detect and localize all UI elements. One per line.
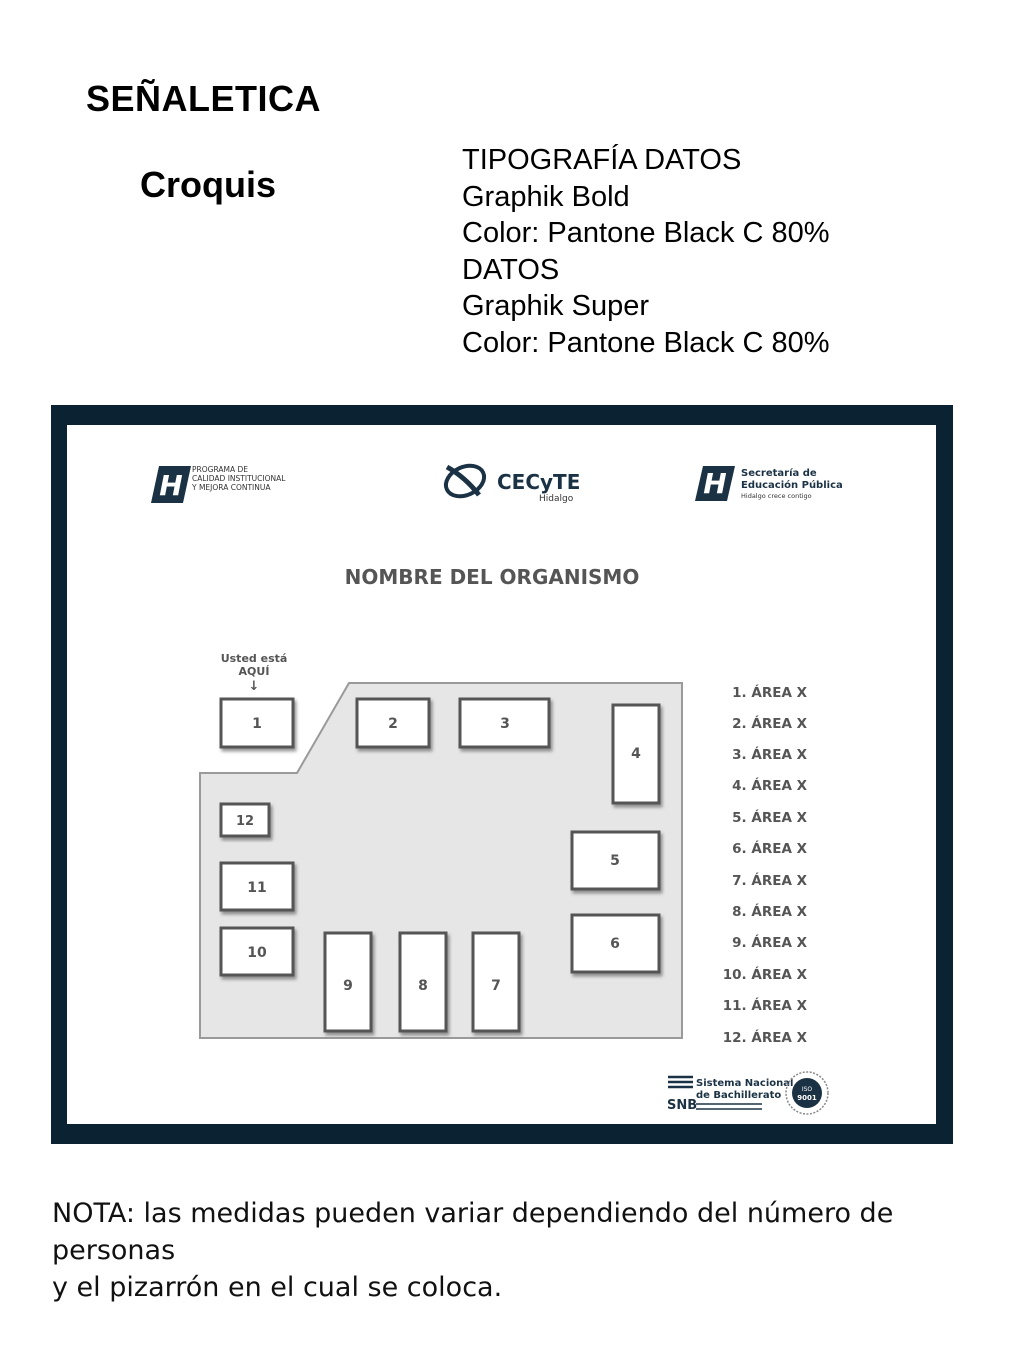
area-list bbox=[723, 684, 808, 1046]
room-9 bbox=[325, 933, 371, 1031]
snb-line: de Bachillerato bbox=[696, 1090, 782, 1101]
typography-line: Graphik Super bbox=[462, 290, 649, 323]
h-sep-letter: H bbox=[703, 467, 727, 500]
room-number: 7 bbox=[491, 978, 501, 994]
typography-line: TIPOGRAFÍA DATOS bbox=[462, 144, 742, 176]
typography-line: Color: Pantone Black C 80% bbox=[462, 217, 830, 250]
area-list-item: 11. ÁREA X bbox=[722, 998, 807, 1014]
sep-logo-line: Secretaría de bbox=[741, 468, 817, 479]
area-list-item: 10. ÁREA X bbox=[722, 967, 807, 983]
page-title: SEÑALETICA bbox=[86, 78, 322, 119]
area-list-item: 6. ÁREA X bbox=[732, 841, 807, 857]
typography-line: DATOS bbox=[462, 253, 560, 286]
room-number: 8 bbox=[418, 978, 428, 994]
room-number: 4 bbox=[631, 746, 641, 762]
cecyte-sub: Hidalgo bbox=[539, 494, 574, 504]
you-are-here-label: Usted está bbox=[220, 652, 288, 665]
room-number: 5 bbox=[610, 853, 620, 869]
snb-logo bbox=[667, 1077, 793, 1113]
page-subtitle: Croquis bbox=[140, 164, 277, 205]
footnote bbox=[52, 1195, 1024, 1306]
snb-abbr: SNB bbox=[667, 1098, 698, 1113]
area-list-item: 12. ÁREA X bbox=[722, 1030, 807, 1046]
cecyte-name: CECyTE bbox=[497, 470, 581, 494]
area-list-item: 9. ÁREA X bbox=[732, 935, 807, 951]
room-number: 11 bbox=[247, 880, 267, 896]
you-are-here-label: AQUÍ bbox=[238, 665, 270, 678]
area-list-item: 3. ÁREA X bbox=[732, 747, 807, 763]
sep-logo-line: Educación Pública bbox=[741, 480, 843, 491]
sep-logo bbox=[695, 466, 843, 501]
organism-name: NOMBRE DEL ORGANISMO bbox=[344, 565, 640, 589]
calidad-logo-line: Y MEJORA CONTINUA bbox=[192, 483, 271, 492]
cecyte-logo bbox=[441, 460, 580, 504]
iso-number: 9001 bbox=[797, 1094, 817, 1102]
room-7 bbox=[473, 933, 519, 1031]
snb-icon bbox=[668, 1077, 693, 1087]
room-12 bbox=[221, 804, 269, 836]
room-4 bbox=[613, 705, 659, 803]
calidad-logo-line: PROGRAMA DE bbox=[192, 465, 248, 474]
area-list-item: 1. ÁREA X bbox=[732, 685, 807, 701]
room-number: 6 bbox=[610, 936, 620, 952]
calidad-logo bbox=[151, 465, 286, 503]
down-arrow-icon: ↓ bbox=[248, 679, 260, 694]
area-list-item: 5. ÁREA X bbox=[732, 810, 807, 826]
room-number: 2 bbox=[388, 716, 398, 732]
calidad-logo-line: CALIDAD INSTITUCIONAL bbox=[192, 474, 286, 483]
room-6 bbox=[572, 915, 659, 972]
room-5 bbox=[572, 832, 659, 889]
room-number: 1 bbox=[252, 716, 262, 732]
area-list-item: 4. ÁREA X bbox=[732, 778, 807, 794]
room-number: 10 bbox=[247, 945, 267, 961]
sign-frame bbox=[51, 405, 953, 1144]
room-1 bbox=[221, 699, 293, 747]
room-number: 9 bbox=[343, 978, 353, 994]
h-logo-letter: H bbox=[159, 469, 183, 502]
sign-board bbox=[67, 425, 936, 1124]
room-8 bbox=[400, 933, 446, 1031]
typography-spec bbox=[462, 142, 830, 362]
area-list-item: 8. ÁREA X bbox=[732, 904, 807, 920]
footnote-line: y el pizarrón en el cual se coloca. bbox=[52, 1272, 503, 1303]
room-3 bbox=[460, 699, 549, 747]
snb-line: Sistema Nacional bbox=[696, 1078, 794, 1089]
area-list-item: 7. ÁREA X bbox=[732, 873, 807, 889]
room-number: 12 bbox=[235, 814, 255, 829]
sign-drawing bbox=[67, 425, 936, 1124]
room-number: 3 bbox=[500, 716, 510, 732]
area-list-item: 2. ÁREA X bbox=[732, 716, 807, 732]
iso-label: ISO bbox=[801, 1086, 813, 1093]
typography-line: Graphik Bold bbox=[462, 180, 630, 213]
room-10 bbox=[221, 928, 293, 975]
footnote-line: NOTA: las medidas pueden variar dependiendo del número de personas bbox=[52, 1198, 894, 1266]
room-11 bbox=[221, 863, 293, 910]
room-2 bbox=[357, 699, 429, 747]
iso-seal bbox=[786, 1072, 828, 1114]
sep-logo-line: Hidalgo crece contigo bbox=[741, 492, 812, 500]
typography-line: Color: Pantone Black C 80% bbox=[462, 326, 830, 359]
